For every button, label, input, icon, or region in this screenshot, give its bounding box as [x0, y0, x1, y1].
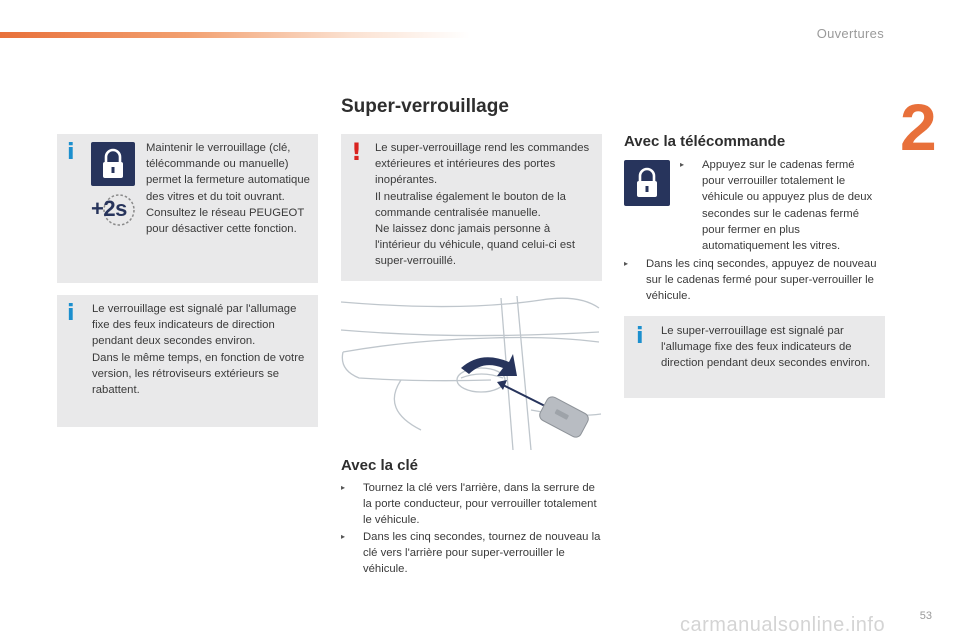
bullet-marker-icon: ▸ [341, 483, 346, 492]
note-box-super-lock-signal-text: Le super-verrouillage est signalé par l'allumage fixe des feux indicateurs de direction pendant deux secondes environ. [661, 325, 871, 370]
remote-bullet: ▸ Appuyez sur le cadenas fermé pour verrouiller totalement le véhicule ou appuyez plus de deux secondes sur le cadenas fermé pour fermer en plus automatiquement les vitres. [680, 159, 873, 253]
remote-bullet: ▸ Dans les cinq secondes, appuyez de nouveau sur le cadenas fermé pour super-verrouiller le véhicule. [624, 258, 877, 303]
note-box-lock-signal [57, 295, 318, 427]
page-number: 53 [919, 610, 932, 622]
timer-badge-label: +2s [91, 196, 127, 221]
timer-badge [91, 192, 137, 228]
key-section-heading: Avec la clé [341, 457, 418, 474]
note-box-auto-close-text: Maintenir le verrouillage (clé, télécommande ou manuelle) permet la fermeture automatique des vitres et du toit ouvrant. Consultez le réseau PEUGEOT pour désactiver cette fonction. [146, 142, 310, 236]
door-lock-illustration [341, 290, 603, 450]
watermark: carmanualsonline.info [680, 614, 886, 636]
info-icon: i [636, 324, 644, 349]
lock-button-tile [91, 142, 135, 186]
padlock-closed-icon [91, 142, 135, 186]
warning-box-super-lock [341, 134, 602, 281]
key-bullet: ▸ Tournez la clé vers l'arrière, dans la serrure de la porte conducteur, pour verrouiller totalement le véhicule. [341, 482, 597, 527]
key-bullet: ▸ Dans les cinq secondes, tournez de nouveau la clé vers l'arrière pour super-verrouiller le véhicule. [341, 531, 601, 576]
warning-icon: ! [351, 138, 362, 166]
note-box-lock-signal-text: Le verrouillage est signalé par l'allumage fixe des feux indicateurs de direction pendant deux secondes environ. Dans le même temps, en fonction de votre version, les rétroviseurs extérieurs se rabattent. [92, 303, 305, 397]
note-box-auto-close [57, 134, 318, 283]
remote-lock-button-tile [624, 160, 670, 206]
bullet-marker-icon: ▸ [341, 532, 346, 541]
remote-section-heading: Avec la télécommande [624, 133, 786, 150]
section-title: Ouvertures [816, 26, 884, 41]
turn-arrow-icon [461, 354, 517, 376]
page-title: Super-verrouillage [341, 96, 509, 117]
header-accent-bar [0, 32, 470, 38]
bullet-marker-icon: ▸ [624, 259, 629, 268]
bullet-marker-icon: ▸ [680, 160, 685, 169]
info-icon: i [67, 301, 75, 326]
warning-box-text: Le super-verrouillage rend les commandes extérieures et intérieures des portes inopérantes. Il neutralise également le bouton de la commande centralisée manuelle. Ne laissez donc jamais personne à l'intérieur du véhicule, quand celui-ci est super-verrouillé. [375, 142, 590, 268]
note-box-super-lock-signal [624, 316, 885, 398]
chapter-number: 2 [900, 90, 937, 164]
padlock-closed-icon [624, 160, 670, 206]
info-icon: i [67, 140, 75, 165]
